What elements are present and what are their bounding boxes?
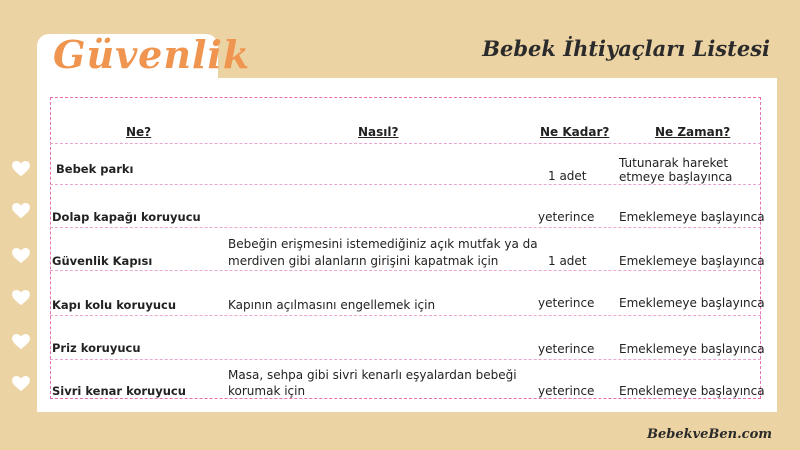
item-name: Sivri kenar koruyucu bbox=[52, 384, 186, 398]
item-amount: 1 adet bbox=[548, 254, 587, 268]
item-amount: yeterince bbox=[538, 296, 595, 310]
item-when: Emeklemeye başlayınca bbox=[619, 210, 765, 224]
item-amount: yeterince bbox=[538, 342, 595, 356]
row-divider bbox=[50, 270, 761, 271]
item-when: Emeklemeye başlayınca bbox=[619, 254, 765, 268]
header-how: Nasıl? bbox=[358, 125, 399, 139]
item-how: Masa, sehpa gibi sivri kenarlı eşyalardan bebeği bbox=[228, 368, 517, 382]
site-name: BebekveBen.com bbox=[646, 427, 772, 442]
row-divider bbox=[50, 143, 761, 144]
item-name: Kapı kolu koruyucu bbox=[52, 298, 177, 312]
heart-icon bbox=[12, 376, 30, 392]
item-when: Tutunarak hareket bbox=[619, 156, 729, 170]
item-when: Emeklemeye başlayınca bbox=[619, 342, 765, 356]
item-name: Bebek parkı bbox=[56, 162, 134, 176]
header-amount: Ne Kadar? bbox=[540, 125, 610, 139]
heart-icon bbox=[12, 248, 30, 264]
item-when: Emeklemeye başlayınca bbox=[619, 384, 765, 398]
heart-icon bbox=[12, 334, 30, 350]
item-how-line2: korumak için bbox=[228, 384, 306, 398]
heart-icon bbox=[12, 161, 30, 177]
item-name: Güvenlik Kapısı bbox=[52, 254, 153, 268]
item-name: Dolap kapağı koruyucu bbox=[52, 210, 201, 224]
item-amount: yeterince bbox=[538, 210, 595, 224]
list-title: Bebek İhtiyaçları Listesi bbox=[482, 36, 770, 61]
item-how-line2: merdiven gibi alanların girişini kapatmak için bbox=[228, 254, 499, 268]
heart-icon bbox=[12, 290, 30, 306]
item-how: Kapının açılmasını engellemek için bbox=[228, 298, 436, 312]
item-when: Emeklemeye başlayınca bbox=[619, 296, 765, 310]
item-amount: 1 adet bbox=[548, 169, 587, 183]
item-amount: yeterince bbox=[538, 384, 595, 398]
row-divider bbox=[50, 227, 761, 228]
category-title: Güvenlik bbox=[53, 32, 251, 77]
item-when-line2: etmeye başlayınca bbox=[619, 170, 733, 184]
item-how: Bebeğin erişmesini istemediğiniz açık mutfak ya da bbox=[228, 237, 538, 251]
heart-icon bbox=[12, 203, 30, 219]
row-divider bbox=[50, 315, 761, 316]
row-divider bbox=[50, 359, 761, 360]
header-when: Ne Zaman? bbox=[655, 125, 731, 139]
header-what: Ne? bbox=[126, 125, 152, 139]
item-name: Priz koruyucu bbox=[52, 341, 141, 355]
